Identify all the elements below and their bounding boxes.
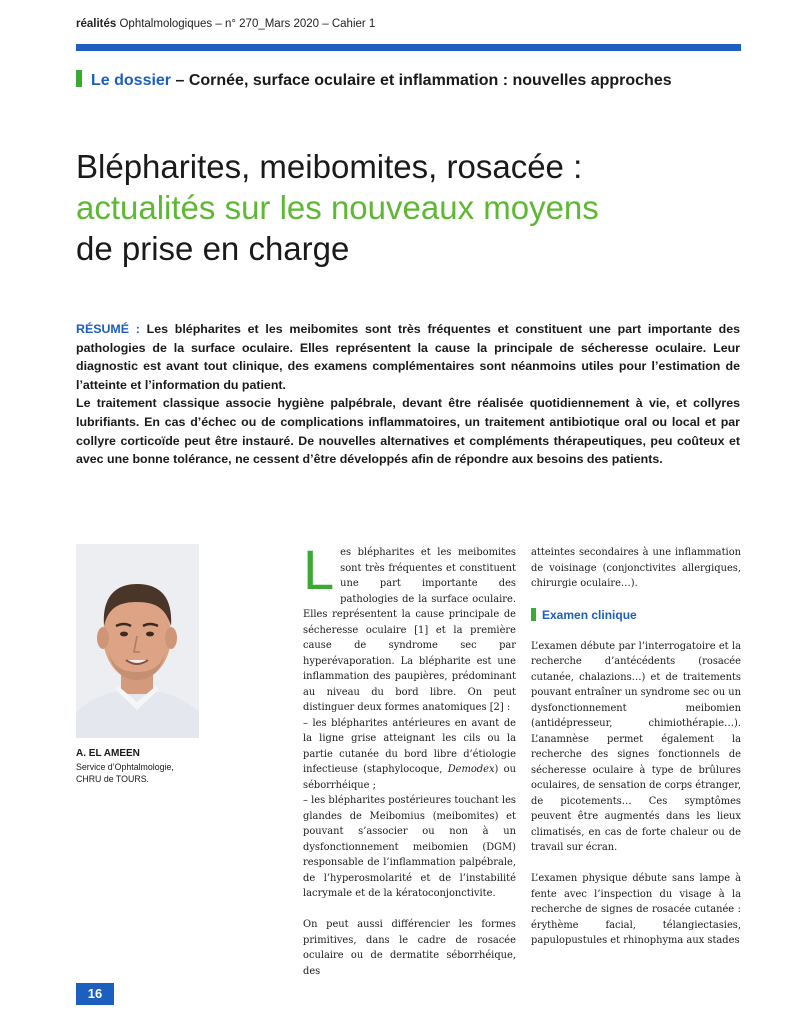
section-heading-text: Examen clinique <box>542 608 637 622</box>
author-department: Service d’Ophtalmologie, <box>76 762 174 772</box>
paragraph-gap <box>531 592 741 608</box>
list-item-text: – les blépharites antérieures en avant de la ligne grise atteignant les cils ou la partie cutanée du bord libre d’étiologie infectieuse (staphylocoque, <box>303 717 516 775</box>
journal-brand: réalités <box>76 18 117 30</box>
abstract-label: RÉSUMÉ : <box>76 322 140 336</box>
dossier-subtitle: – Cornée, surface oculaire et inflammation : nouvelles approches <box>171 72 672 89</box>
page-number: 16 <box>76 983 114 1005</box>
title-line-3: de prise en charge <box>76 230 350 267</box>
abstract-text-1: Les blépharites et les meibomites sont très fréquentes et constituent une part importante des pathologies de la surface oculaire. Elles représentent la cause la principale de sécheresse oculaire. Leur diagnostic est avant tout clinique, des examens complémentaires sont néanmoins utiles pour l’estimation de l’atteinte et l’information du patient. <box>76 322 740 392</box>
title-line-2: actualités sur les nouveaux moyens <box>76 189 599 226</box>
abstract-paragraph-1 <box>76 320 740 394</box>
paragraph-gap <box>531 856 741 872</box>
author-name: A. EL AMEEN <box>76 748 140 759</box>
body-paragraph: L’examen débute par l’interrogatoire et la recherche d’antécédents (rosacée cutanée, chalazions…) et de traitements pouvant entraîner un syndrome sec ou un dysfonctionnement meibomien (antidépresseur, chimiothérapie…). L’anamnèse permet également la recherche des signes fonctionnels de sécheresse oculaire à type de brûlures oculaires, de sensation de corps étranger, de picotements… Ces symptômes peuvent être augmentés dans les lieux climatisés, en cas de forte chaleur ou de travail sur écran. <box>531 640 741 853</box>
emphasis-demodex: Demodex <box>447 764 495 775</box>
drop-cap: L <box>303 538 335 601</box>
article-title <box>76 146 599 269</box>
author-photo <box>76 544 199 738</box>
dossier-marker <box>76 70 82 87</box>
list-item-text-end: ) ou séborrhéique ; <box>303 764 516 791</box>
section-heading <box>531 607 741 623</box>
title-line-1: Blépharites, meibomites, rosacée : <box>76 148 583 185</box>
abstract <box>76 320 740 469</box>
paragraph-gap <box>531 623 741 639</box>
dossier-heading <box>76 70 672 90</box>
author-portrait-image <box>76 544 199 738</box>
author-institution: CHRU de TOURS. <box>76 773 149 784</box>
body-paragraph: L’examen physique débute sans lampe à fente avec l’inspection du visage à la recherche de signes de rosacée cutanée : érythème facial, télangiectasies, papulopustules et rhinophyma aux stades <box>531 873 741 946</box>
body-paragraph: atteintes secondaires à une inflammation de voisinage (conjonctivites allergiques, chirurgie oculaire…). <box>531 547 741 589</box>
body-paragraph: – les blépharites postérieures touchant les glandes de Meibomius (meibomites) et pouvant s’associer ou non à un dysfonctionnement meibomien (DGM) responsable de l’inflammation palpébrale, de l’hyperosmolarité et de l’instabilité lacrymale et de la kératoconjonctivite. <box>303 795 516 899</box>
paragraph-gap <box>303 902 516 918</box>
header-rule <box>76 44 741 51</box>
body-paragraph <box>303 716 516 794</box>
body-intro-text: es blépharites et les meibomites sont très fréquentes et constituent une part importante des pathologies de la surface oculaire. Elles représentent la cause principale de sécheresse oculaire [1] et la première cause de syndrome sec par hyperévaporation. La blépharite est une inflammation des paupières, prédominant au niveau du bord libre. On peut distinguer deux formes anatomiques [2] : <box>303 547 516 713</box>
body-column-1 <box>303 538 516 979</box>
running-header <box>76 18 375 30</box>
abstract-paragraph-2: Le traitement classique associe hygiène palpébrale, devant être réalisée quotidiennement à vie, et collyres lubrifiants. En cas d’échec ou de complications inflammatoires, un traitement antibiotique oral ou local et par collyre corticoïde peut être instauré. De nouvelles alternatives et compléments thérapeutiques, peu coûteux et avec une bonne tolérance, ne cessent d’être développés afin de répondre aux besoins des patients. <box>76 396 740 467</box>
body-paragraph: On peut aussi différencier les formes primitives, dans le cadre de rosacée oculaire ou de dermatite séborrhéique, des <box>303 919 516 977</box>
dossier-label: Le dossier <box>91 72 172 89</box>
body-column-2 <box>531 545 741 949</box>
author-affiliation <box>76 762 174 785</box>
section-marker <box>531 608 536 621</box>
issue-info: Ophtalmologiques – n° 270_Mars 2020 – Cahier 1 <box>116 18 376 30</box>
body-paragraph <box>303 538 516 716</box>
